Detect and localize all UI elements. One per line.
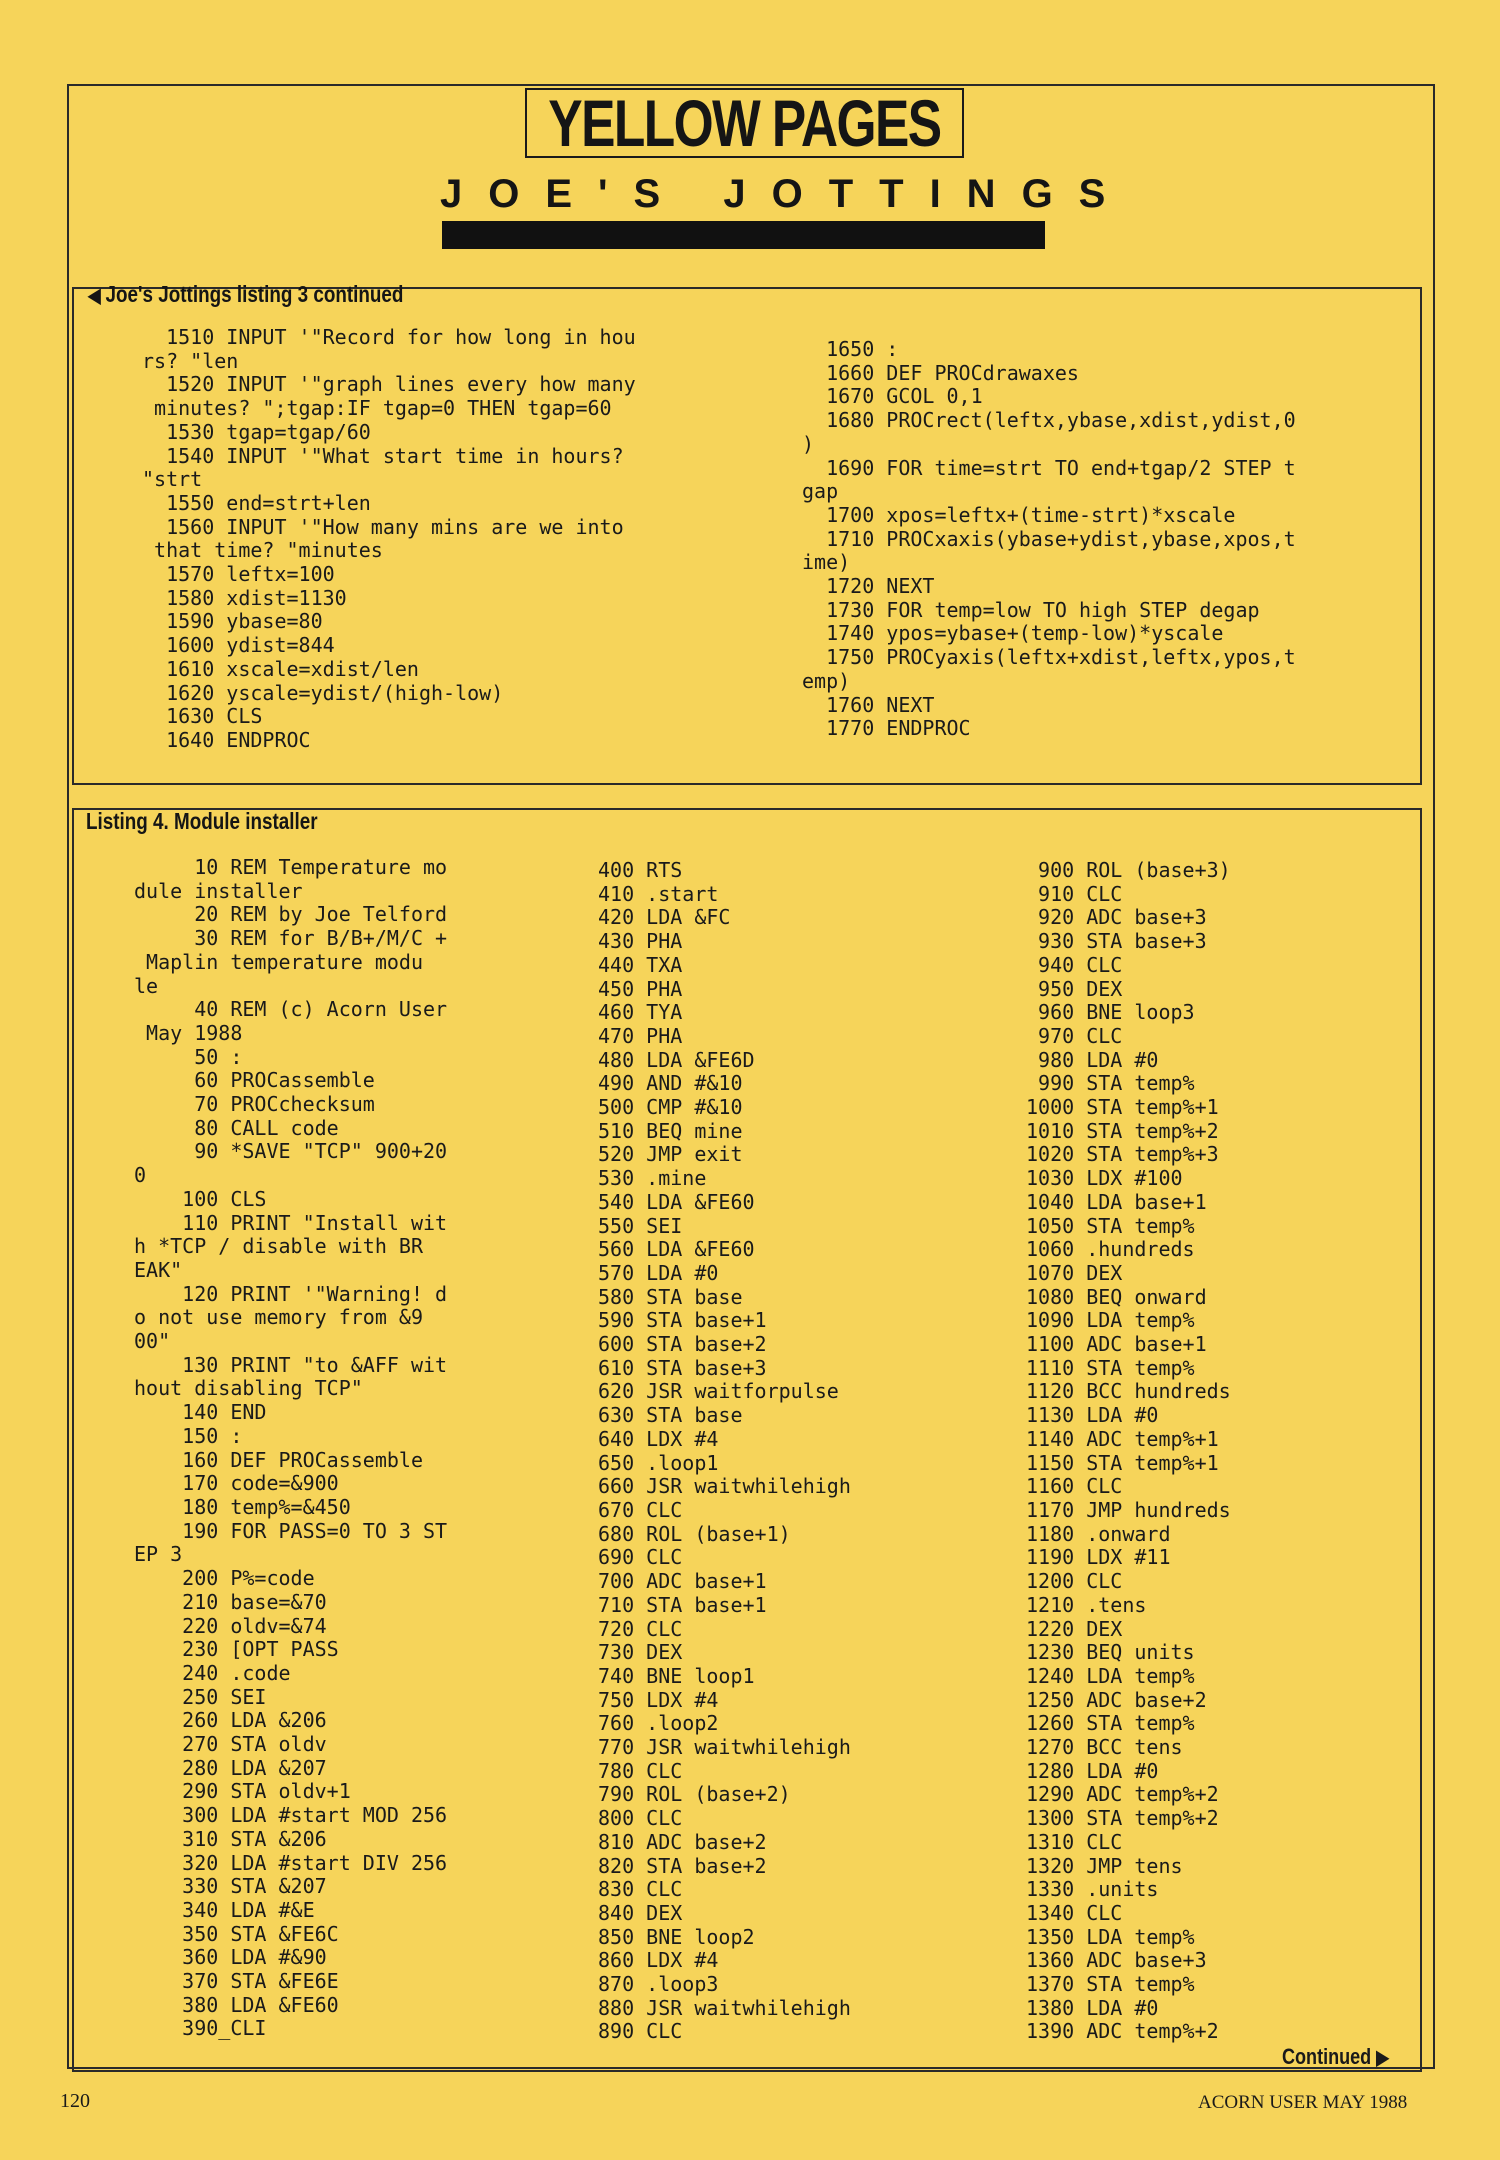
- continued-note: [1282, 2044, 1394, 2070]
- listing-4-column-1: 10 REM Temperature mo dule installer 20 REM by Joe Telford 30 REM for B/B+/M/C + Maplin temperature modu le 40 REM (c) Acorn User May 1988 50 : 60 PROCassemble 70 PROCchecksum 80 CALL code 90 *SAVE "TCP" 900+20 0 100 CLS 110 PRINT "Install wit h *TCP / disable with BR EAK" 120 PRINT '"Warning! d o not use memory from &9 00" 130 PRINT "to &AFF wit hout disabling TCP" 140 END 150 : 160 DEF PROCassemble 170 code=&900 180 temp%=&450 190 FOR PASS=0 TO 3 ST EP 3 200 P%=code 210 base=&70 220 oldv=&74 230 [OPT PASS 240 .code 250 SEI 260 LDA &206 270 STA oldv 280 LDA &207 290 STA oldv+1 300 LDA #start MOD 256 310 STA &206 320 LDA #start DIV 256 330 STA &207 340 LDA #&E 350 STA &FE6C 360 LDA #&90 370 STA &FE6E 380 LDA &FE60 390_CLI: [134, 855, 448, 2041]
- left-arrow-icon: ◀: [88, 285, 101, 307]
- listing-4-column-3: 900 ROL (base+3) 910 CLC 920 ADC base+3 930 STA base+3 940 CLC 950 DEX 960 BNE loop3 970 CLC 980 LDA #0 990 STA temp% 1000 STA temp%+1 1010 STA temp%+2 1020 STA temp%+3 1030 LDX #100 1040 LDA base+1 1050 STA temp% 1060 .hundreds 1070 DEX 1080 BEQ onward 1090 LDA temp% 1100 ADC base+1 1110 STA temp% 1120 BCC hundreds 1130 LDA #0 1140 ADC temp%+1 1150 STA temp%+1 1160 CLC 1170 JMP hundreds 1180 .onward 1190 LDX #11 1200 CLC 1210 .tens 1220 DEX 1230 BEQ units 1240 LDA temp% 1250 ADC base+2 1260 STA temp% 1270 BCC tens 1280 LDA #0 1290 ADC temp%+2 1300 STA temp%+2 1310 CLC 1320 JMP tens 1330 .units 1340 CLC 1350 LDA temp% 1360 ADC base+3 1370 STA temp% 1380 LDA #0 1390 ADC temp%+2: [1026, 858, 1231, 2044]
- continued-text: Continued: [1282, 2044, 1372, 2069]
- listing-4-box: [72, 808, 1422, 2072]
- title-underline-bar: [442, 221, 1045, 249]
- column-title: JOE'S JOTTINGS: [440, 172, 1132, 216]
- right-arrow-icon: ▶: [1376, 2047, 1389, 2069]
- page-title: YELLOW PAGES: [548, 86, 941, 160]
- listing-4-column-2: 400 RTS 410 .start 420 LDA &FC 430 PHA 440 TXA 450 PHA 460 TYA 470 PHA 480 LDA &FE6D 490 AND #&10 500 CMP #&10 510 BEQ mine 520 JMP exit 530 .mine 540 LDA &FE60 550 SEI 560 LDA &FE60 570 LDA #0 580 STA base 590 STA base+1 600 STA base+2 610 STA base+3 620 JSR waitforpulse 630 STA base 640 LDX #4 650 .loop1 660 JSR waitwhilehigh 670 CLC 680 ROL (base+1) 690 CLC 700 ADC base+1 710 STA base+1 720 CLC 730 DEX 740 BNE loop1 750 LDX #4 760 .loop2 770 JSR waitwhilehigh 780 CLC 790 ROL (base+2) 800 CLC 810 ADC base+2 820 STA base+2 830 CLC 840 DEX 850 BNE loop2 860 LDX #4 870 .loop3 880 JSR waitwhilehigh 890 CLC: [598, 858, 851, 2044]
- listing-4-title: Listing 4. Module installer: [86, 808, 318, 834]
- listing-3-title-text: Joe's Jottings listing 3 continued: [105, 281, 404, 307]
- listing-3-title: [88, 281, 403, 308]
- listing-3-box: [72, 281, 1422, 785]
- listing-3-column-1: 1510 INPUT '"Record for how long in hou rs? "len 1520 INPUT '"graph lines every how many minutes? ";tgap:IF tgap=0 THEN tgap=60 1530 tgap=tgap/60 1540 INPUT '"What start time in hours? "strt 1550 end=strt+len 1560 INPUT '"How many mins are we into that time? "minutes 1570 leftx=100 1580 xdist=1130 1590 ybase=80 1600 ydist=844 1610 xscale=xdist/len 1620 yscale=ydist/(high-low) 1630 CLS 1640 ENDPROC: [142, 325, 636, 752]
- listing-3-column-2: 1650 : 1660 DEF PROCdrawaxes 1670 GCOL 0,1 1680 PROCrect(leftx,ybase,xdist,ydist,0 ) 1690 FOR time=strt TO end+tgap/2 STEP t gap 1700 xpos=leftx+(time-strt)*xscale 1710 PROCxaxis(ybase+ydist,ybase,xpos,t ime) 1720 NEXT 1730 FOR temp=low TO high STEP degap 1740 ypos=ybase+(temp-low)*yscale 1750 PROCyaxis(leftx+xdist,leftx,ypos,t emp) 1760 NEXT 1770 ENDPROC: [802, 337, 1296, 741]
- yellow-pages-banner: [525, 88, 964, 158]
- publication-footer: ACORN USER MAY 1988: [1198, 2092, 1408, 2113]
- page-number: 120: [60, 2090, 90, 2112]
